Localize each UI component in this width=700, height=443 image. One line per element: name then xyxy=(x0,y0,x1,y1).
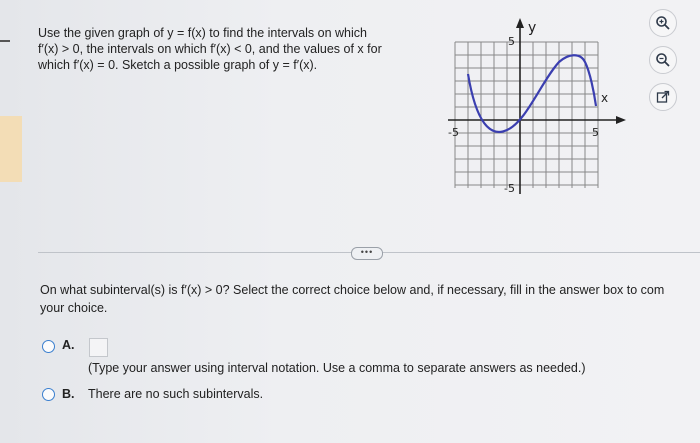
x-axis-arrow xyxy=(616,116,626,124)
prompt-line-1: On what subinterval(s) is f′(x) > 0? Select the correct choice below and, if necessary, fill in the answer box to com xyxy=(40,283,665,297)
option-b-label[interactable]: B. xyxy=(62,387,75,401)
x-axis-label: x xyxy=(601,91,609,105)
x-tick-neg5: -5 xyxy=(448,126,459,139)
y-tick-neg5: -5 xyxy=(504,182,515,194)
option-a-note: (Type your answer using interval notation. Use a comma to separate answers as needed.) xyxy=(88,361,586,375)
x-tick-5: 5 xyxy=(592,126,599,139)
question-line-3: which f′(x) = 0. Sketch a possible graph of y = f′(x). xyxy=(38,58,318,72)
zoom-in-icon xyxy=(655,15,671,31)
option-b-text[interactable]: There are no such subintervals. xyxy=(88,387,264,401)
left-dash xyxy=(0,40,10,42)
option-b-radio[interactable] xyxy=(42,388,55,401)
question-text xyxy=(38,25,418,73)
more-button[interactable]: ••• xyxy=(351,247,383,260)
zoom-out-button[interactable] xyxy=(649,46,677,74)
zoom-in-button[interactable] xyxy=(649,9,677,37)
zoom-out-icon xyxy=(655,52,671,68)
y-axis-label: y xyxy=(528,20,537,36)
answer-input-box[interactable] xyxy=(89,338,108,357)
left-accent-bar xyxy=(0,116,22,182)
option-a-label[interactable]: A. xyxy=(62,338,75,352)
prompt-line-2: your choice. xyxy=(40,301,108,315)
function-graph xyxy=(446,12,646,194)
subquestion-prompt xyxy=(40,281,700,317)
y-axis-arrow xyxy=(516,18,524,28)
grid xyxy=(455,42,598,188)
question-line-2: f′(x) > 0, the intervals on which f′(x) < 0, and the values of x for xyxy=(38,42,382,56)
popout-button[interactable] xyxy=(649,83,677,111)
option-a-radio[interactable] xyxy=(42,340,55,353)
y-tick-5: 5 xyxy=(508,35,515,48)
question-line-1: Use the given graph of y = f(x) to find the intervals on which xyxy=(38,26,367,40)
external-link-icon xyxy=(656,90,670,104)
